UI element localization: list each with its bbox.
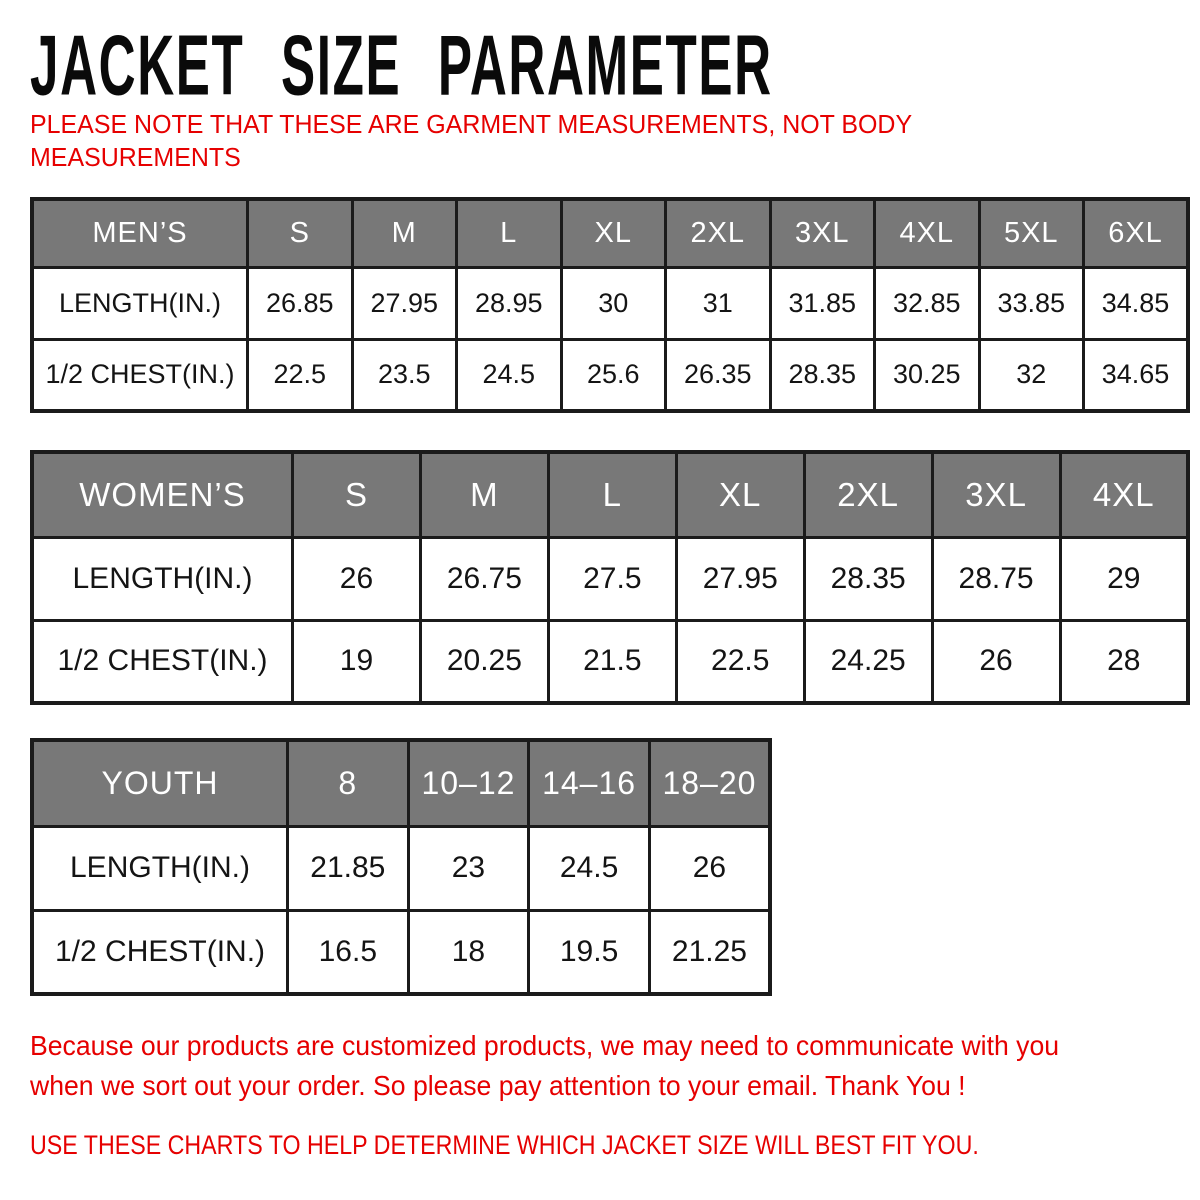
- size-header-cell: XL: [676, 452, 804, 537]
- measurement-row: [32, 537, 1188, 620]
- size-value-cell: 32: [979, 339, 1084, 411]
- size-value-cell: 28.35: [804, 537, 932, 620]
- size-value-cell: 32.85: [875, 267, 980, 339]
- size-header-row: [32, 199, 1188, 267]
- size-value-cell: 30.25: [875, 339, 980, 411]
- size-header-cell: 10–12: [408, 740, 529, 826]
- measurement-row: [32, 620, 1188, 703]
- measurement-label-cell: 1/2 CHEST(IN.): [32, 339, 248, 411]
- womens-size-table: [30, 450, 1190, 705]
- size-header-cell: 3XL: [770, 199, 875, 267]
- measurement-label-cell: LENGTH(IN.): [32, 826, 288, 910]
- size-value-cell: 30: [561, 267, 666, 339]
- size-header-cell: 14–16: [529, 740, 650, 826]
- note-line-2: MEASUREMENTS: [30, 142, 241, 172]
- size-header-cell: S: [248, 199, 353, 267]
- size-value-cell: 19: [293, 620, 421, 703]
- size-header-cell: L: [548, 452, 676, 537]
- size-header-cell: 2XL: [666, 199, 771, 267]
- size-header-cell: 18–20: [649, 740, 770, 826]
- size-header-cell: 5XL: [979, 199, 1084, 267]
- size-value-cell: 34.85: [1084, 267, 1189, 339]
- size-header-cell: XL: [561, 199, 666, 267]
- size-value-cell: 25.6: [561, 339, 666, 411]
- table-title-cell: WOMEN’S: [32, 452, 293, 537]
- measurement-label-cell: 1/2 CHEST(IN.): [32, 620, 293, 703]
- size-header-row: [32, 740, 770, 826]
- size-value-cell: 22.5: [676, 620, 804, 703]
- size-value-cell: 27.5: [548, 537, 676, 620]
- size-value-cell: 27.95: [352, 267, 457, 339]
- customization-notice: [30, 1026, 1059, 1106]
- size-header-cell: 8: [288, 740, 409, 826]
- table-title-cell: MEN’S: [32, 199, 248, 267]
- measurement-row: [32, 910, 770, 994]
- size-header-cell: M: [352, 199, 457, 267]
- size-value-cell: 19.5: [529, 910, 650, 994]
- size-value-cell: 26: [649, 826, 770, 910]
- note-line-1: PLEASE NOTE THAT THESE ARE GARMENT MEASUREMENTS, NOT BODY: [30, 109, 913, 139]
- measurement-row: [32, 826, 770, 910]
- size-value-cell: 28.35: [770, 339, 875, 411]
- size-value-cell: 24.5: [529, 826, 650, 910]
- measurement-row: [32, 267, 1188, 339]
- size-value-cell: 21.25: [649, 910, 770, 994]
- size-value-cell: 18: [408, 910, 529, 994]
- customization-notice-line-1: Because our products are customized products, we may need to communicate with you: [30, 1030, 1060, 1061]
- customization-notice-line-2: when we sort out your order. So please pay attention to your email. Thank You !: [30, 1070, 966, 1101]
- measurement-label-cell: LENGTH(IN.): [32, 537, 293, 620]
- measurement-label-cell: LENGTH(IN.): [32, 267, 248, 339]
- size-value-cell: 29: [1060, 537, 1188, 620]
- table-title-cell: YOUTH: [32, 740, 288, 826]
- size-header-cell: 6XL: [1084, 199, 1189, 267]
- size-value-cell: 31: [666, 267, 771, 339]
- size-value-cell: 16.5: [288, 910, 409, 994]
- size-value-cell: 31.85: [770, 267, 875, 339]
- size-value-cell: 24.25: [804, 620, 932, 703]
- size-header-cell: 4XL: [1060, 452, 1188, 537]
- size-value-cell: 22.5: [248, 339, 353, 411]
- size-header-cell: S: [293, 452, 421, 537]
- size-value-cell: 23.5: [352, 339, 457, 411]
- youth-size-table: [30, 738, 772, 996]
- measurement-label-cell: 1/2 CHEST(IN.): [32, 910, 288, 994]
- size-header-cell: M: [420, 452, 548, 537]
- usage-instruction: USE THESE CHARTS TO HELP DETERMINE WHICH JACKET SIZE WILL BEST FIT YOU.: [30, 1130, 979, 1160]
- size-value-cell: 26.35: [666, 339, 771, 411]
- size-header-cell: 4XL: [875, 199, 980, 267]
- page-title: [30, 16, 958, 114]
- size-value-cell: 28.75: [932, 537, 1060, 620]
- garment-measurement-note: [30, 108, 912, 174]
- size-value-cell: 24.5: [457, 339, 562, 411]
- page-title-text: JACKET SIZE PARAMETER: [30, 16, 773, 114]
- size-value-cell: 27.95: [676, 537, 804, 620]
- measurement-row: [32, 339, 1188, 411]
- size-header-cell: 2XL: [804, 452, 932, 537]
- size-value-cell: 33.85: [979, 267, 1084, 339]
- size-value-cell: 26: [293, 537, 421, 620]
- size-value-cell: 21.5: [548, 620, 676, 703]
- size-value-cell: 28: [1060, 620, 1188, 703]
- size-value-cell: 28.95: [457, 267, 562, 339]
- size-value-cell: 20.25: [420, 620, 548, 703]
- size-header-cell: L: [457, 199, 562, 267]
- size-value-cell: 21.85: [288, 826, 409, 910]
- size-value-cell: 23: [408, 826, 529, 910]
- size-value-cell: 26.75: [420, 537, 548, 620]
- mens-size-table: [30, 197, 1190, 413]
- size-value-cell: 34.65: [1084, 339, 1189, 411]
- size-header-cell: 3XL: [932, 452, 1060, 537]
- size-value-cell: 26: [932, 620, 1060, 703]
- size-value-cell: 26.85: [248, 267, 353, 339]
- size-header-row: [32, 452, 1188, 537]
